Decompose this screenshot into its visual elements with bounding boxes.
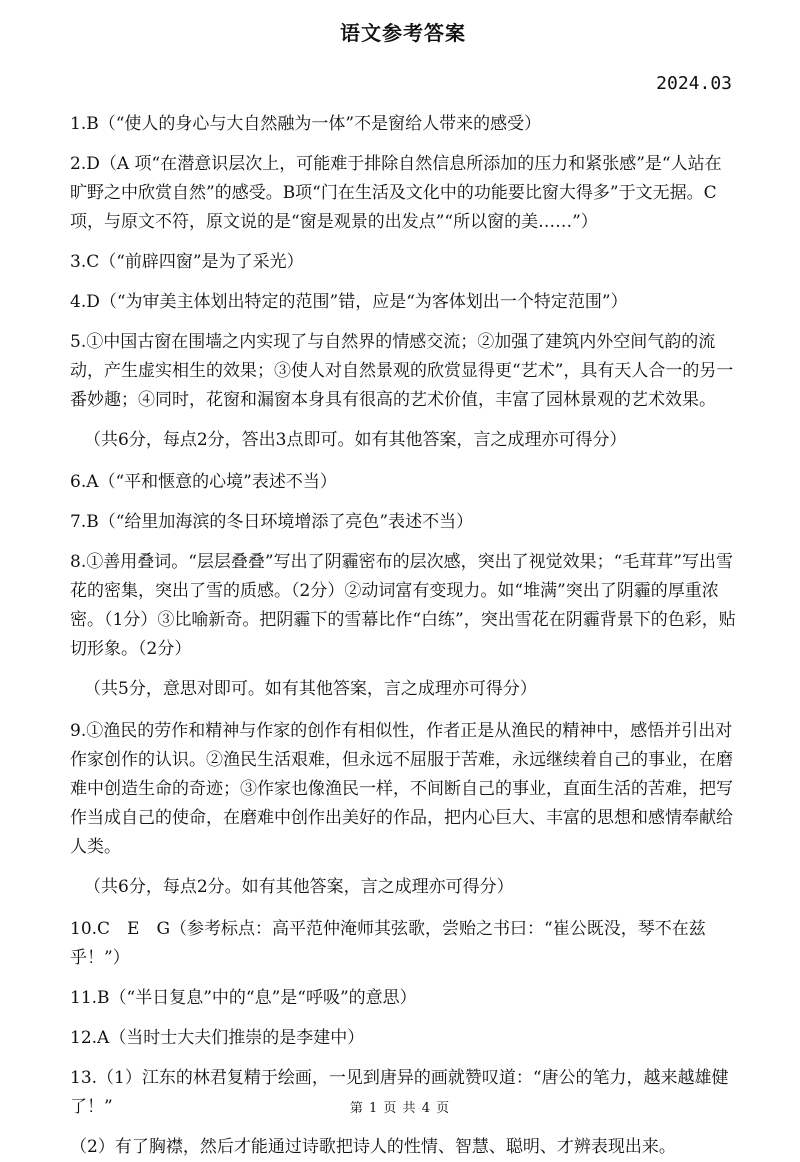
answer-2: 2.D（A 项“在潜意识层次上，可能难于排除自然信息所添加的压力和紧张感”是“人站在旷野之中欣赏自然”的感受。B项“门在生活及文化中的功能要比窗大得多”于文无据。C 项，与原文不符，原文说的是“窗是观景的出发点”“所以窗的美……”） (70, 154, 722, 232)
answer-12: 12.A（当时士大夫们推崇的是李建中） (70, 1028, 365, 1048)
exam-date: 2024.03 (656, 73, 732, 94)
answer-9: 9.①渔民的劳作和精神与作家的创作有相似性，作者正是从渔民的精神中，感悟并引出对作家创作的认识。②渔民生活艰难，但永远不屈服于苦难，永远继续着自己的事业，在磨难中创造生命的奇迹；③作家也像渔民一样，不间断自己的事业，直面生活的苦难，把写作当成自己的使命，在磨难中创作出美好的作品，把内心巨大、丰富的思想和感情奉献给人类。 (70, 721, 733, 857)
answer-13-part-1: 13.（1）江东的林君复精于绘画，一见到唐异的画就赞叹道：“唐公的笔力，越来越雄健了！” (70, 1068, 729, 1117)
answer-10: 10.C E G（参考标点：高平范仲淹师其弦歌，尝贻之书曰：“崔公既没，琴不在兹乎！”） (70, 919, 706, 968)
answer-7: 7.B（“给里加海滨的冬日环境增添了亮色”表述不当） (70, 512, 474, 532)
answer-5: 5.①中国古窗在围墙之内实现了与自然界的情感交流；②加强了建筑内外空间气韵的流动，产生虚实相生的效果；③使人对自然景观的欣赏显得更“艺术”，具有天人合一的另一番妙趣；④同时，花窗和漏窗本身具有很高的艺术价值，丰富了园林景观的艺术效果。 (70, 332, 734, 410)
answer-11: 11.B（“半日复息”中的“息”是“呼吸”的意思） (70, 988, 417, 1008)
answer-4: 4.D（“为审美主体划出特定的范围”错，应是“为客体划出一个特定范围”） (70, 292, 628, 312)
answer-8: 8.①善用叠词。“层层叠叠”写出了阴霾密布的层次感，突出了视觉效果；“毛茸茸”写出雪花的密集，突出了雪的质感。（2分）②动词富有变现力。如“堆满”突出了阴霾的厚重浓密。（1分）③比喻新奇。把阴霾下的雪幕比作“白练”，突出雪花在阴霾背景下的色彩，贴切形象。（2分） (70, 552, 736, 659)
scoring-note-8: （共5分，意思对即可。如有其他答案，言之成理亦可得分） (84, 679, 537, 699)
answer-1: 1.B（“使人的身心与大自然融为一体”不是窗给人带来的感受） (70, 114, 542, 134)
answer-13-part-2: （2）有了胸襟，然后才能通过诗歌把诗人的性情、智慧、聪明、才辨表现出来。 (70, 1137, 676, 1157)
answer-list (70, 110, 736, 1162)
answer-6: 6.A（“平和惬意的心境”表述不当） (70, 472, 337, 492)
scoring-note-5: （共6分，每点2分，答出3点即可。如有其他答案，言之成理亦可得分） (84, 430, 627, 450)
scoring-note-9: （共6分，每点2分。如有其他答案，言之成理亦可得分） (84, 877, 514, 897)
answer-3: 3.C（“前辟四窗”是为了采光） (70, 252, 304, 272)
page-number: 第 1 页 共 4 页 (349, 1101, 451, 1116)
page-title: 语文参考答案 (340, 21, 466, 45)
